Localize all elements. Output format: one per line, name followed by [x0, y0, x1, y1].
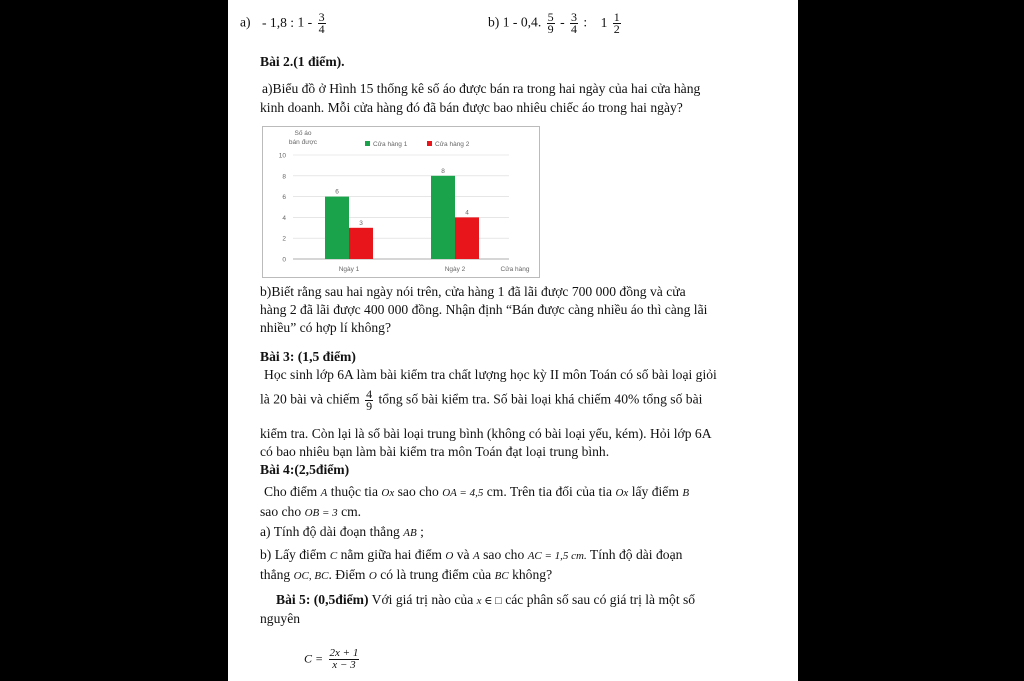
- bai4-part-a: [260, 522, 424, 543]
- bai3-line3: kiểm tra. Còn lại là số bài loại trung bình (không có bài loại yếu, kém). Hỏi lớp 6A: [260, 426, 712, 441]
- bai3-line2-start: là 20 bài và chiếm: [260, 391, 360, 407]
- text: Với giá trị nào của: [371, 592, 474, 607]
- symbol-B: B: [682, 487, 690, 499]
- text: và: [456, 547, 470, 562]
- fraction-denominator: 9: [366, 399, 373, 413]
- y-axis-label: bán được: [288, 139, 318, 146]
- fraction-3-4-b: [570, 12, 578, 35]
- fraction-denominator: 9: [547, 22, 554, 36]
- y-tick-label: 2: [282, 235, 286, 243]
- fraction-numerator: 5: [547, 10, 554, 24]
- formula-lhs: C =: [304, 651, 324, 666]
- bar-value-label: 3: [359, 219, 363, 227]
- bai5-heading: Bài 5: (0,5điểm): [276, 592, 369, 607]
- text: nằm giữa hai điểm: [340, 547, 442, 562]
- bai2-a-line2: kinh doanh. Mỗi cửa hàng đó đã bán được bao nhiêu chiếc áo trong hai ngày?: [260, 100, 683, 115]
- symbol-OB: OB = 3: [304, 507, 338, 519]
- symbol-C: C: [329, 550, 338, 562]
- legend-label: Cửa hàng 1: [373, 141, 408, 148]
- bai5-line1: [276, 590, 695, 611]
- bai3-heading: Bài 3: (1,5 điểm): [260, 349, 356, 364]
- fraction-5-9: [547, 12, 555, 35]
- bai3-line4: có bao nhiêu bạn làm bài kiểm tra môn Toán đạt loại trung bình.: [260, 444, 610, 459]
- x-tick-label: Ngày 1: [338, 266, 360, 273]
- chart-svg: [263, 127, 539, 277]
- fraction-denominator: 4: [318, 22, 325, 36]
- symbol-Ox: Ox: [615, 487, 629, 499]
- symbol-BC: BC: [494, 570, 509, 582]
- bai2-b-line2: hàng 2 đã lãi được 400 000 đồng. Nhận định “Bán được càng nhiều áo thì càng lãi: [260, 302, 708, 317]
- fraction-numerator: 2x + 1: [329, 647, 359, 659]
- symbol-Ox: Ox: [381, 487, 395, 499]
- problem-b-expression: [488, 12, 623, 35]
- text: không?: [512, 567, 553, 582]
- problem-a-expression: [240, 12, 328, 35]
- expr-a-start: - 1,8 :: [261, 14, 295, 30]
- text: Cho điểm: [264, 484, 318, 499]
- text: có là trung điểm của: [380, 567, 492, 582]
- text: các phân số sau có giá trị là một số: [505, 592, 696, 607]
- fraction-denominator: 4: [571, 22, 577, 36]
- bai5-line2: nguyên: [260, 611, 301, 626]
- bai2-b-line1: b)Biết rằng sau hai ngày nói trên, cửa hàng 1 đã lãi được 700 000 đồng và cửa: [260, 284, 686, 299]
- bar-value-label: 8: [441, 167, 445, 175]
- symbol-A: A: [320, 487, 328, 499]
- symbol-O: O: [368, 570, 377, 582]
- text: Tính độ dài đoạn: [589, 547, 683, 562]
- bar: [349, 228, 373, 259]
- symbol-O: O: [445, 550, 454, 562]
- fraction-numerator: 3: [571, 10, 577, 24]
- legend-swatch: [365, 141, 370, 146]
- bar-value-label: 6: [335, 188, 339, 196]
- text: ;: [420, 524, 424, 539]
- expr-a-mid: 1 -: [297, 14, 313, 30]
- y-tick-label: 6: [282, 194, 286, 202]
- bai2-b-line3: nhiều” có hợp lí không?: [260, 320, 392, 335]
- x-tick-label: Ngày 2: [444, 266, 466, 273]
- fraction-denominator: 2: [613, 22, 620, 36]
- fraction-1-2: [613, 12, 621, 35]
- text: thuộc tia: [330, 484, 378, 499]
- bai4-part-b-line2: [260, 565, 552, 586]
- x-axis-label: Cửa hàng: [500, 266, 530, 273]
- text: . Điểm: [328, 567, 366, 582]
- text: thẳng: [260, 567, 291, 582]
- fraction-denominator: x − 3: [332, 659, 356, 671]
- document-page: [228, 0, 798, 681]
- minus-sign: -: [560, 14, 565, 30]
- legend-swatch: [427, 141, 432, 146]
- symbol-A: A: [472, 550, 480, 562]
- symbol-OA: OA = 4,5: [442, 487, 484, 499]
- fraction-3-4: [318, 12, 326, 35]
- bar: [455, 217, 479, 259]
- bai5-formula: [304, 648, 361, 671]
- bai2-heading: Bài 2.(1 điểm).: [260, 54, 345, 69]
- y-tick-label: 10: [278, 152, 286, 160]
- symbol-OC-BC: OC, BC: [293, 570, 329, 582]
- bai3-line2: [260, 389, 702, 412]
- label-b: b): [488, 14, 500, 30]
- bai4-heading: Bài 4:(2,5điểm): [260, 462, 350, 477]
- text: b) Lấy điểm: [260, 547, 327, 562]
- fraction-4-9: [365, 389, 373, 412]
- expr-b-start: 1 - 0,4.: [502, 14, 542, 30]
- mixed-whole: 1: [600, 14, 608, 30]
- bar-chart: [262, 126, 540, 278]
- y-tick-label: 8: [282, 173, 286, 181]
- text: sao cho: [397, 484, 439, 499]
- bar-value-label: 4: [465, 209, 469, 217]
- bar: [325, 197, 349, 259]
- symbol-AB: AB: [403, 527, 417, 539]
- symbol-x-in-Z: x ∈ □: [476, 595, 502, 607]
- bai4-part-b-line1: [260, 545, 682, 566]
- symbol-AC: AC = 1,5 cm.: [527, 550, 587, 562]
- fraction-numerator: 4: [366, 387, 373, 401]
- bai2-a-line1: a)Biểu đồ ở Hình 15 thống kê số áo được bán ra trong hai ngày của hai cửa hàng: [262, 81, 701, 96]
- formula-fraction: [329, 648, 360, 671]
- text: sao cho: [260, 504, 302, 519]
- text: a) Tính độ dài đoạn thẳng: [260, 524, 400, 539]
- text: sao cho: [483, 547, 525, 562]
- y-axis-label: Số áo: [294, 130, 312, 137]
- y-tick-label: 0: [282, 256, 286, 264]
- text: cm.: [341, 504, 362, 519]
- colon-sign: :: [583, 14, 588, 30]
- bai4-line2: [260, 502, 361, 523]
- bai3-line2-end: tổng số bài kiểm tra. Số bài loại khá chiếm 40% tổng số bài: [378, 391, 703, 407]
- y-tick-label: 4: [282, 214, 286, 222]
- legend-label: Cửa hàng 2: [435, 141, 470, 148]
- label-a: a): [240, 14, 251, 30]
- text: lấy điểm: [631, 484, 679, 499]
- bai3-line1: Học sinh lớp 6A làm bài kiểm tra chất lượng học kỳ II môn Toán có số bài loại giỏi: [264, 367, 717, 382]
- fraction-numerator: 3: [318, 10, 325, 24]
- bar: [431, 176, 455, 259]
- bai4-line1: [264, 482, 689, 503]
- fraction-numerator: 1: [613, 10, 620, 24]
- text: cm. Trên tia đối của tia: [486, 484, 613, 499]
